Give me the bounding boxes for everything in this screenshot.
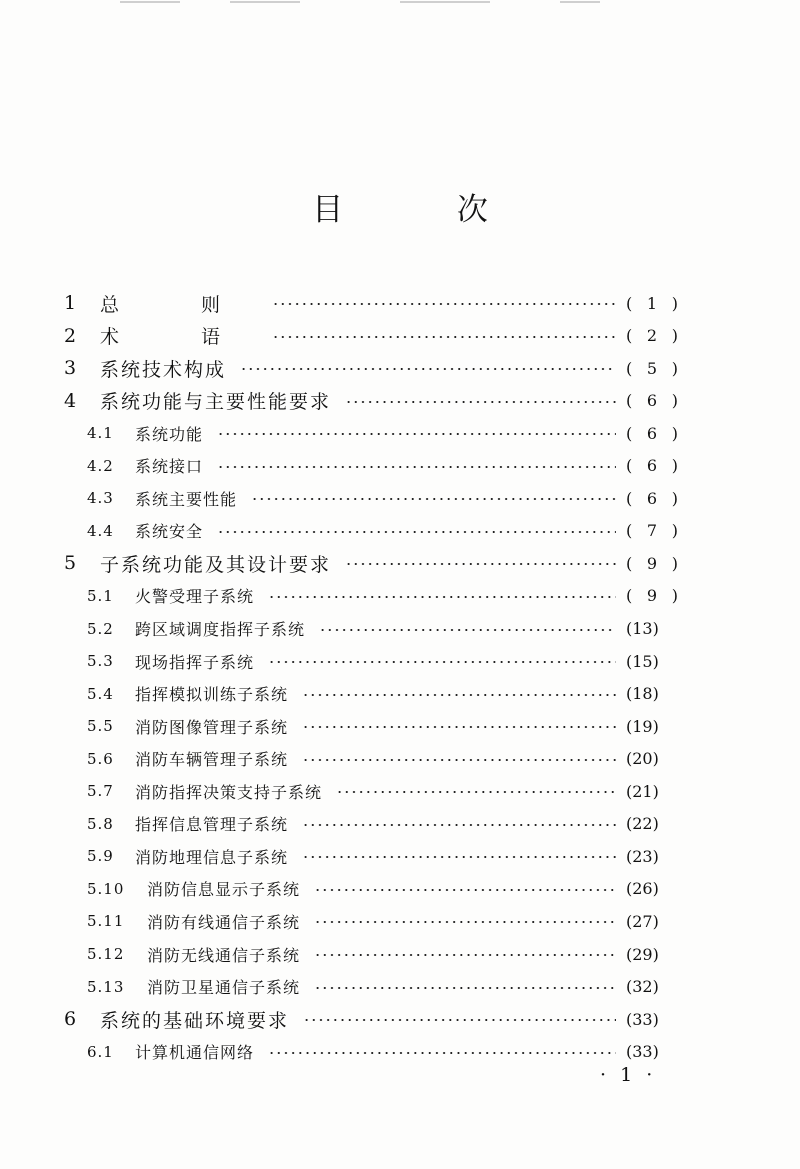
dot-leader: [314, 954, 616, 956]
toc-entry-title: 指挥信息管理子系统: [135, 815, 289, 835]
page-title: 目 次: [312, 192, 540, 228]
dot-leader: [314, 889, 616, 891]
toc-entry: [0, 450, 800, 482]
dot-leader: [302, 694, 616, 696]
toc-entry-number: 2: [64, 324, 77, 347]
toc-entry-number: 4: [64, 389, 77, 412]
toc-entry-number: 6.1: [87, 1042, 114, 1061]
toc-entry-page: (33): [626, 1042, 659, 1062]
toc-entry-page: (22): [626, 814, 659, 834]
dot-leader: [314, 987, 616, 989]
toc-entry-page: (33): [626, 1009, 659, 1029]
page-number: · 1 ·: [600, 1064, 657, 1086]
toc-entry-page: ( 5 ): [626, 358, 678, 378]
dot-leader: [217, 433, 616, 435]
toc-entry-title: 系统主要性能: [135, 489, 238, 509]
toc-entry-number: 5.3: [87, 652, 114, 671]
toc-entry: [0, 417, 800, 449]
toc-entry-title: 现场指挥子系统: [135, 652, 255, 672]
toc-entry: [0, 743, 800, 775]
toc-entry-number: 1: [64, 292, 77, 314]
toc-entry: [0, 320, 800, 352]
toc-entry-page: ( 6 ): [626, 423, 678, 443]
toc-entry-page: ( 9 ): [626, 586, 678, 606]
toc-entry-number: 3: [64, 357, 77, 380]
toc-entry-page: (13): [626, 619, 659, 638]
toc-entry-number: 4.1: [87, 424, 114, 443]
toc-entry-title: 消防有线通信子系统: [147, 912, 301, 932]
toc-entry-page: (23): [626, 846, 659, 866]
toc-entry: [0, 840, 800, 872]
toc-entry-number: 5.9: [87, 847, 114, 866]
toc-entry: [0, 938, 800, 970]
toc-entry-number: 5.13: [87, 977, 125, 996]
toc-entry-title: 消防图像管理子系统: [135, 717, 289, 737]
toc-entry: [0, 710, 800, 742]
dot-leader: [345, 401, 616, 403]
toc-entry-title: 消防指挥决策支持子系统: [135, 782, 323, 802]
toc-entry-number: 5.12: [87, 945, 125, 963]
toc-entry: [0, 287, 800, 319]
dot-leader: [272, 303, 616, 305]
toc-entry-page: ( 6 ): [626, 391, 678, 411]
toc-entry-number: 5.1: [87, 586, 114, 605]
toc-entry-title: 系统功能: [135, 424, 204, 444]
toc-entry-page: ( 9 ): [626, 553, 678, 573]
dot-leader: [217, 531, 616, 533]
dot-leader: [268, 1052, 616, 1054]
dot-leader: [302, 856, 616, 858]
toc-entry-title: 跨区域调度指挥子系统: [135, 620, 306, 639]
toc-entry-number: 5.6: [87, 749, 114, 768]
toc-entry-title: 系统的基础环境要求: [100, 1009, 290, 1032]
toc-entry-number: 5: [64, 552, 77, 575]
dot-leader: [302, 759, 616, 761]
toc-entry-page: ( 2 ): [626, 326, 678, 346]
toc-entry-number: 5.10: [87, 879, 125, 898]
toc-entry-number: 5.11: [87, 912, 125, 931]
dot-leader: [302, 824, 616, 826]
toc-entry-number: 5.7: [87, 782, 114, 801]
dot-leader: [319, 629, 616, 631]
toc-entry-title: 子系统功能及其设计要求: [100, 553, 332, 576]
toc-entry-number: 5.8: [87, 814, 114, 833]
toc-entry-number: 5.4: [87, 684, 114, 703]
toc-entry-page: (18): [626, 684, 659, 704]
toc-entry-page: ( 6 ): [626, 456, 678, 476]
toc-entry: [0, 645, 800, 677]
toc-entry-title: 火警受理子系统: [135, 587, 255, 607]
toc-entry: [0, 385, 800, 417]
toc-entry-page: (26): [626, 879, 659, 899]
toc-entry: [0, 547, 800, 579]
toc-entry-page: ( 7 ): [626, 521, 678, 541]
toc-entry-number: 4.3: [87, 489, 114, 508]
toc-entry: [0, 580, 800, 612]
toc-entry: [0, 873, 800, 905]
toc-entry-title: 总 则: [100, 293, 259, 316]
toc-entry-title: 计算机通信网络: [135, 1043, 255, 1063]
toc-entry: [0, 1036, 800, 1068]
toc-entry-page: ( 6 ): [626, 488, 678, 508]
dot-leader: [268, 596, 616, 598]
toc-entry-title: 系统安全: [135, 522, 204, 542]
toc-entry-number: 4.4: [87, 521, 114, 540]
toc-entry-page: ( 1 ): [626, 293, 678, 313]
toc-entry: [0, 808, 800, 840]
dot-leader: [268, 661, 616, 663]
toc-entry-title: 消防卫星通信子系统: [147, 978, 301, 998]
toc-entry-page: (27): [626, 911, 659, 931]
toc-entry: [0, 482, 800, 514]
toc-entry-title: 系统功能与主要性能要求: [100, 391, 332, 414]
toc-entry-title: 系统接口: [135, 457, 204, 477]
dot-leader: [302, 726, 616, 728]
dot-leader: [240, 368, 616, 370]
toc-entry-page: (20): [626, 749, 659, 769]
toc-entry-title: 消防车辆管理子系统: [135, 750, 289, 770]
dot-leader: [217, 466, 616, 468]
toc-entry: [0, 971, 800, 1003]
toc-entry-number: 5.2: [87, 619, 114, 638]
toc-entry-page: (19): [626, 716, 659, 736]
dot-leader: [272, 336, 616, 338]
dot-leader: [345, 563, 616, 565]
toc-entry-page: (32): [626, 977, 659, 997]
toc-entry-title: 指挥模拟训练子系统: [135, 685, 289, 705]
toc-entry: [0, 1003, 800, 1035]
toc-entry: [0, 515, 800, 547]
dot-leader: [336, 791, 616, 793]
toc-entry-number: 5.5: [87, 717, 114, 736]
toc-entry: [0, 905, 800, 937]
toc-entry: [0, 775, 800, 807]
toc-entry-number: 6: [64, 1008, 77, 1031]
dot-leader: [303, 1019, 616, 1021]
toc-entry: [0, 678, 800, 710]
toc-entry-page: (15): [626, 651, 659, 671]
scan-edge-marks: [0, 0, 800, 8]
toc-entry-number: 4.2: [87, 456, 114, 475]
toc-entry-title: 系统技术构成: [100, 358, 227, 381]
toc-entry-title: 消防无线通信子系统: [147, 945, 301, 965]
toc-entry: [0, 613, 800, 645]
dot-leader: [314, 921, 616, 923]
toc-entry-title: 消防地理信息子系统: [135, 847, 289, 867]
dot-leader: [251, 498, 616, 500]
toc-entry-title: 消防信息显示子系统: [147, 880, 301, 900]
toc-entry-page: (29): [626, 944, 659, 964]
toc-entry: [0, 352, 800, 384]
toc-entry-title: 术 语: [100, 326, 259, 349]
toc-entry-page: (21): [626, 781, 659, 801]
